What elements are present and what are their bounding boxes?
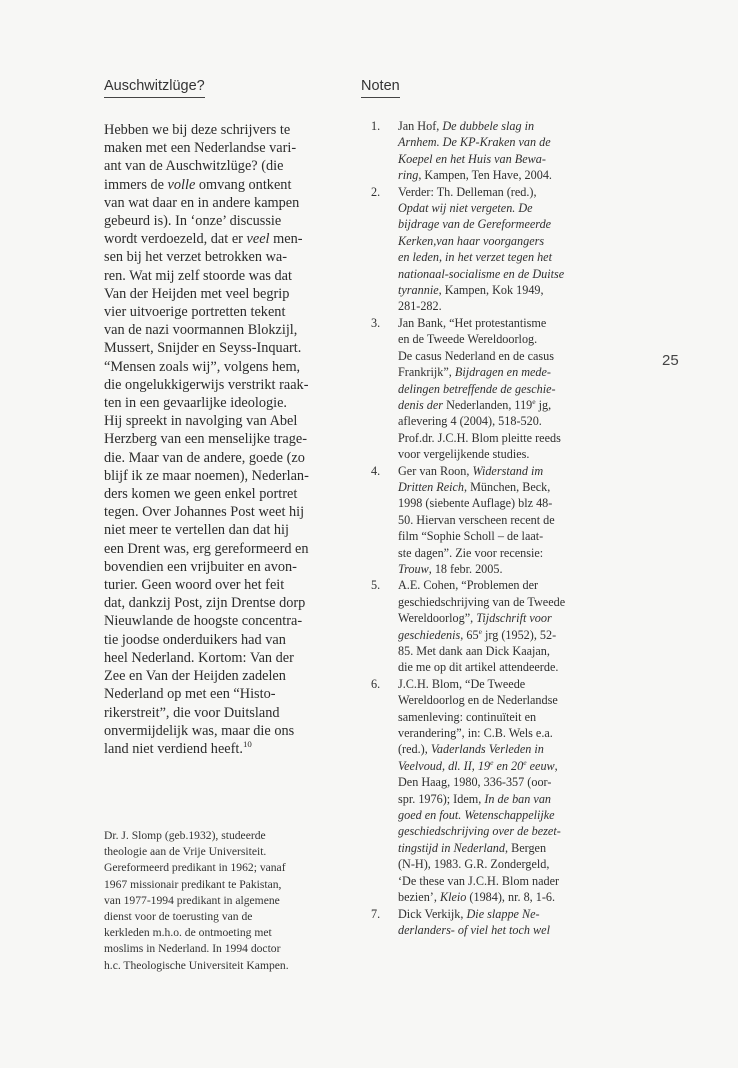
note-line: Kerken,van haar voorgangers <box>398 233 545 248</box>
note-line: delingen betreffende de geschie- <box>398 381 556 396</box>
note-line: geschiedschrijving over de bezet- <box>398 824 561 839</box>
note-number: 2. <box>371 184 381 199</box>
note-line: denis der Nederlanden, 119e jg, <box>398 396 552 412</box>
body-line: ant van de Auschwitzlüge? (die <box>104 158 284 175</box>
body-line: “Mensen zoals wij”, volgens hem, <box>104 358 301 375</box>
note-line: aflevering 4 (2004), 518-520. <box>398 414 542 429</box>
author-bio <box>104 828 354 974</box>
body-line: rikerstreit”, die voor Duitsland <box>104 704 280 721</box>
note-number: 3. <box>371 315 381 330</box>
note-number: 7. <box>371 906 381 921</box>
note-line: geschiedenis, 65e jrg (1952), 52- <box>398 626 557 642</box>
note-line: 85. Met dank aan Dick Kaajan, <box>398 644 550 658</box>
note-number: 1. <box>371 119 381 133</box>
body-line: wordt verdoezeld, dat er veel men- <box>104 231 303 248</box>
body-line: ren. Wat mij zelf stoorde was dat <box>104 267 292 284</box>
note-line: (N-H), 1983. G.R. Zondergeld, <box>398 857 550 872</box>
body-line: ten in een gevaarlijke ideologie. <box>104 395 288 412</box>
body-line: Herzberg van een menselijke trage- <box>104 431 307 448</box>
note-line: spr. 1976); Idem, In de ban van <box>398 791 552 806</box>
note-line: bezien’, Kleio (1984), nr. 8, 1-6. <box>398 890 556 905</box>
note-line: Den Haag, 1980, 336-357 (oor- <box>398 775 552 790</box>
note-line: samenleving: continuïteit en <box>398 709 537 724</box>
note-line: voor vergelijkende studies. <box>398 447 530 462</box>
note-item <box>371 577 661 675</box>
note-line: 1998 (siebente Auflage) blz 48- <box>398 496 553 511</box>
bio-line: Gereformeerd predikant in 1962; vanaf <box>104 861 286 875</box>
note-line: goed en fout. Wetenschappelijke <box>398 808 555 823</box>
note-line: Trouw, 18 febr. 2005. <box>398 561 503 576</box>
note-line: Verder: Th. Delleman (red.), <box>398 184 537 199</box>
bio-line: kerkleden m.h.o. de ontmoeting met <box>104 926 272 940</box>
note-line: die me op dit artikel attendeerde. <box>398 660 559 675</box>
body-line: niet meer te vertellen dan dat hij <box>104 522 289 539</box>
body-line: bovendien een vrijbuiter en avon- <box>104 558 297 575</box>
note-line: tyrannie, Kampen, Kok 1949, <box>398 283 544 298</box>
note-line: verandering”, in: C.B. Wels e.a. <box>398 726 553 741</box>
body-line: onvermijdelijk was, maar die ons <box>104 722 295 739</box>
note-line: geschiedschrijving van de Tweede <box>398 594 566 609</box>
note-line: Frankrijk”, Bijdragen en mede- <box>398 365 551 380</box>
bio-line: dienst voor de toerusting van de <box>104 910 253 924</box>
body-line: ders komen we geen enkel portret <box>104 486 298 503</box>
body-line: blijf ik ze maar noemen), Nederlan- <box>104 467 309 484</box>
note-line: 281-282. <box>398 299 442 314</box>
body-line: Hij spreekt in navolging van Abel <box>104 413 298 430</box>
body-line: dat, dankzij Post, zijn Drentse dorp <box>104 595 306 612</box>
note-number: 5. <box>371 578 381 593</box>
note-line: en de Tweede Wereldoorlog. <box>398 332 538 347</box>
note-line: film “Sophie Scholl – de laat- <box>398 529 544 544</box>
body-line: turier. Geen woord over het feit <box>104 577 285 594</box>
note-line: ring, Kampen, Ten Have, 2004. <box>398 168 552 183</box>
note-line: J.C.H. Blom, “De Tweede <box>398 676 526 691</box>
body-line: Zee en Van der Heijden zadelen <box>104 668 286 685</box>
note-line: 50. Hiervan verscheen recent de <box>398 512 555 527</box>
bio-line: moslims in Nederland. In 1994 doctor <box>104 942 281 956</box>
note-line: Koepel en het Huis van Bewa- <box>398 151 546 166</box>
body-line: Mussert, Snijder en Seyss-Inquart. <box>104 340 302 357</box>
body-line: vier uitvoerige portretten tekent <box>104 304 286 321</box>
note-line: Opdat wij niet vergeten. De <box>398 201 533 216</box>
note-line: Dritten Reich, München, Beck, <box>398 479 551 494</box>
note-line: Veelvoud, dl. II, 19e en 20e eeuw, <box>398 757 558 773</box>
note-line: De casus Nederland en de casus <box>398 348 555 363</box>
body-line: die ongelukkigerwijs verstrikt raak- <box>104 376 309 393</box>
body-line: gebeurd is). In ‘onze’ discussie <box>104 213 282 230</box>
note-line: ‘De these van J.C.H. Blom nader <box>398 873 560 888</box>
note-line: Prof.dr. J.C.H. Blom pleitte reeds <box>398 430 561 445</box>
body-line: sen bij het verzet betrokken wa- <box>104 249 288 266</box>
body-line: Nieuwlande de hoogste concentra- <box>104 613 303 630</box>
note-item <box>371 315 661 463</box>
note-line: (red.), Vaderlands Verleden in <box>398 742 544 757</box>
note-line: derlanders- of viel het toch wel <box>398 922 550 937</box>
note-line: bijdrage van de Gereformeerde <box>398 217 552 232</box>
body-line: van wat daar en in andere kampen <box>104 194 300 211</box>
main-body-text <box>104 121 354 758</box>
section-heading-auschwitzluge: Auschwitzlüge? <box>104 78 205 98</box>
note-line: en leden, in het verzet tegen het <box>398 250 552 265</box>
bio-line: theologie aan de Vrije Universiteit. <box>104 845 267 859</box>
body-line: een Drent was, erg gereformeerd en <box>104 540 309 557</box>
note-item <box>371 118 661 184</box>
body-line: van de nazi voormannen Blokzijl, <box>104 322 298 339</box>
note-line: Wereldoorlog”, Tijdschrift voor <box>398 611 552 626</box>
note-item <box>371 676 661 906</box>
body-line: die. Maar van de andere, goede (zo <box>104 449 305 466</box>
note-line: A.E. Cohen, “Problemen der <box>398 578 539 593</box>
note-line: ste dagen”. Zie voor recensie: <box>398 545 544 560</box>
body-line: immers de volle omvang ontkent <box>104 176 292 193</box>
note-line: nationaal-socialisme en de Duitse <box>398 266 565 281</box>
page-number: 25 <box>662 352 679 369</box>
body-line: tegen. Over Johannes Post weet hij <box>104 504 305 521</box>
note-item <box>371 906 661 939</box>
bio-line: h.c. Theologische Universiteit Kampen. <box>104 958 289 972</box>
bio-line: 1967 missionair predikant te Pakistan, <box>104 877 282 891</box>
note-number: 6. <box>371 676 381 691</box>
section-heading-noten: Noten <box>361 78 400 98</box>
note-number: 4. <box>371 463 381 478</box>
bio-line: Dr. J. Slomp (geb.1932), studeerde <box>104 829 266 842</box>
note-line: Jan Bank, “Het protestantisme <box>398 315 547 330</box>
note-item <box>371 463 661 578</box>
body-line: Hebben we bij deze schrijvers te <box>104 122 291 138</box>
note-line: Dick Verkijk, Die slappe Ne- <box>398 906 540 921</box>
notes-list <box>371 118 661 938</box>
note-line: Arnhem. De KP-Kraken van de <box>398 135 551 150</box>
note-line: Wereldoorlog en de Nederlandse <box>398 693 558 708</box>
note-line: tingstijd in Nederland, Bergen <box>398 840 547 855</box>
note-line: Jan Hof, De dubbele slag in <box>398 119 535 133</box>
bio-line: van 1977-1994 predikant in algemene <box>104 893 280 907</box>
body-line: maken met een Nederlandse vari- <box>104 140 297 157</box>
body-line: tie joodse onderduikers had van <box>104 631 286 648</box>
note-item <box>371 184 661 315</box>
body-line: heel Nederland. Kortom: Van der <box>104 649 294 666</box>
body-line: land niet verdiend heeft.$^{10}$ <box>104 739 252 757</box>
note-line: Ger van Roon, Widerstand im <box>398 463 544 478</box>
body-line: Van der Heijden met veel begrip <box>104 285 290 302</box>
body-line: Nederland op met een “Histo- <box>104 686 276 703</box>
